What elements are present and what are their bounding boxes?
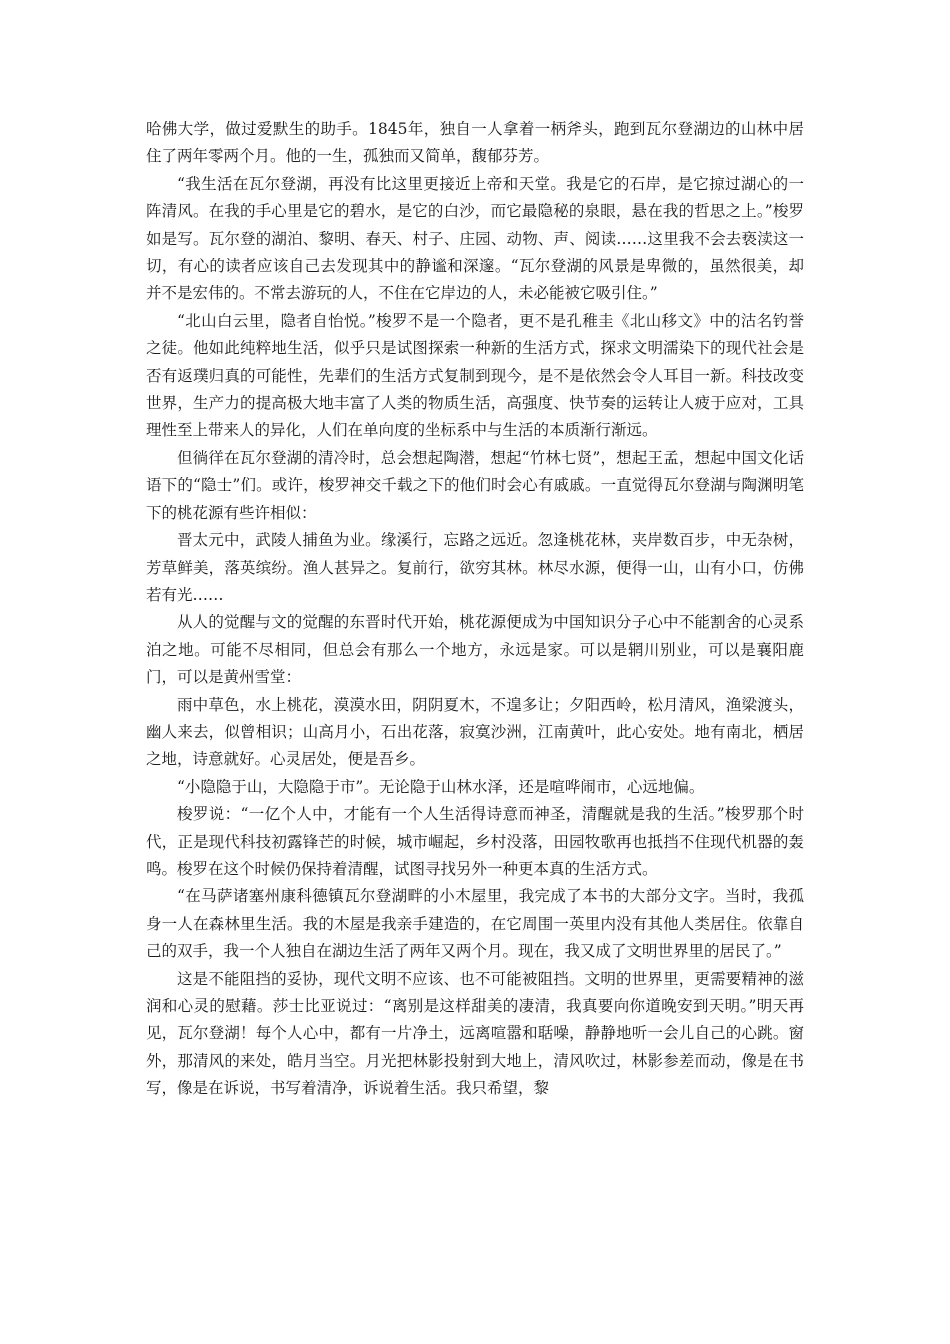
paragraph-1: 哈佛大学，做过爱默生的助手。1845年，独自一人拿着一柄斧头，跑到瓦尔登湖边的山林中居住了两年零两个月。他的一生，孤独而又简单，馥郁芬芳。 (146, 120, 804, 166)
paragraph-3: “北山白云里，隐者自怡悦。”梭罗不是一个隐者，更不是孔稚圭《北山移文》中的沽名钓誉之徒。他如此纯粹地生活，似乎只是试图探索一种新的生活方式，探求文明濡染下的现代社会是否有返璞归真的可能性，先辈们的生活方式复制到现今，是不是依然会令人耳目一新。科技改变世界，生产力的提高极大地丰富了人类的物质生活，高强度、快节奏的运转让人疲于应对，工具理性至上带来人的异化，人们在单向度的坐标系中与生活的本质渐行渐远。 (146, 311, 804, 440)
paragraph-10-quote-walden: “在马萨诸塞州康科德镇瓦尔登湖畔的小木屋里，我完成了本书的大部分文字。当时，我孤身一人在森林里生活。我的木屋是我亲手建造的，在它周围一英里内没有其他人类居住。依靠自己的双手，我一个人独自在湖边生活了两年又两个月。现在，我又成了文明世界里的居民了。” (146, 887, 804, 961)
paragraph-4: 但徜徉在瓦尔登湖的清冷时，总会想起陶潜，想起“竹林七贤”，想起王孟，想起中国文化话语下的“隐士”们。或许，梭罗神交千载之下的他们时会心有戚戚。一直觉得瓦尔登湖与陶渊明笔下的桃花源有些许相似： (146, 448, 804, 522)
document-body (146, 116, 804, 1103)
paragraph-5-quote-taohuayuan: 晋太元中，武陵人捕鱼为业。缘溪行，忘路之远近。忽逢桃花林，夹岸数百步，中无杂树，芳草鲜美，落英缤纷。渔人甚异之。复前行，欲穷其林。林尽水源，便得一山，山有小口，仿佛若有光…… (146, 531, 804, 604)
paragraph-6: 从人的觉醒与文的觉醒的东晋时代开始，桃花源便成为中国知识分子心中不能割舍的心灵系泊之地。可能不尽相同，但总会有那么一个地方，永远是家。可以是辋川别业，可以是襄阳鹿门，可以是黄州雪堂： (146, 613, 804, 687)
paragraph-7: 雨中草色，水上桃花，漠漠水田，阴阴夏木，不遑多让；夕阳西岭，松月清风，渔梁渡头，幽人来去，似曾相识；山高月小，石出花落，寂寞沙洲，江南黄叶，此心安处。地有南北，栖居之地，诗意就好。心灵居处，便是吾乡。 (146, 695, 804, 769)
paragraph-9: 梭罗说：“一亿个人中，才能有一个人生活得诗意而神圣，清醒就是我的生活。”梭罗那个时代，正是现代科技初露锋芒的时候，城市崛起，乡村没落，田园牧歌再也抵挡不住现代机器的轰鸣。梭罗在这个时候仍保持着清醒，试图寻找另外一种更本真的生活方式。 (146, 805, 804, 878)
paragraph-8: “小隐隐于山，大隐隐于市”。无论隐于山林水泽，还是喧哗闹市，心远地偏。 (177, 777, 705, 796)
paragraph-2: “我生活在瓦尔登湖，再没有比这里更接近上帝和天堂。我是它的石岸，是它掠过湖心的一阵清风。在我的手心里是它的碧水，是它的白沙，而它最隐秘的泉眼，悬在我的哲思之上。”梭罗如是写。瓦尔登的湖泊、黎明、春天、村子、庄园、动物、声、阅读……这里我不会去亵渎这一切，有心的读者应该自己去发现其中的静谧和深邃。“瓦尔登湖的风景是卑微的，虽然很美，却并不是宏伟的。不常去游玩的人，不住在它岸边的人，未必能被它吸引住。” (146, 174, 804, 303)
paragraph-11: 这是不能阻挡的妥协，现代文明不应该、也不可能被阻挡。文明的世界里，更需要精神的滋润和心灵的慰藉。莎士比亚说过：“离别是这样甜美的凄清，我真要向你道晚安到天明。”明天再见，瓦尔登湖！每个人心中，都有一片净土，远离喧嚣和聒噪，静静地听一会儿自己的心跳。窗外，那清风的来处，皓月当空。月光把林影投射到大地上，清风吹过，林影参差而动，像是在书写，像是在诉说，书写着清净，诉说着生活。我只希望，黎 (146, 969, 804, 1098)
